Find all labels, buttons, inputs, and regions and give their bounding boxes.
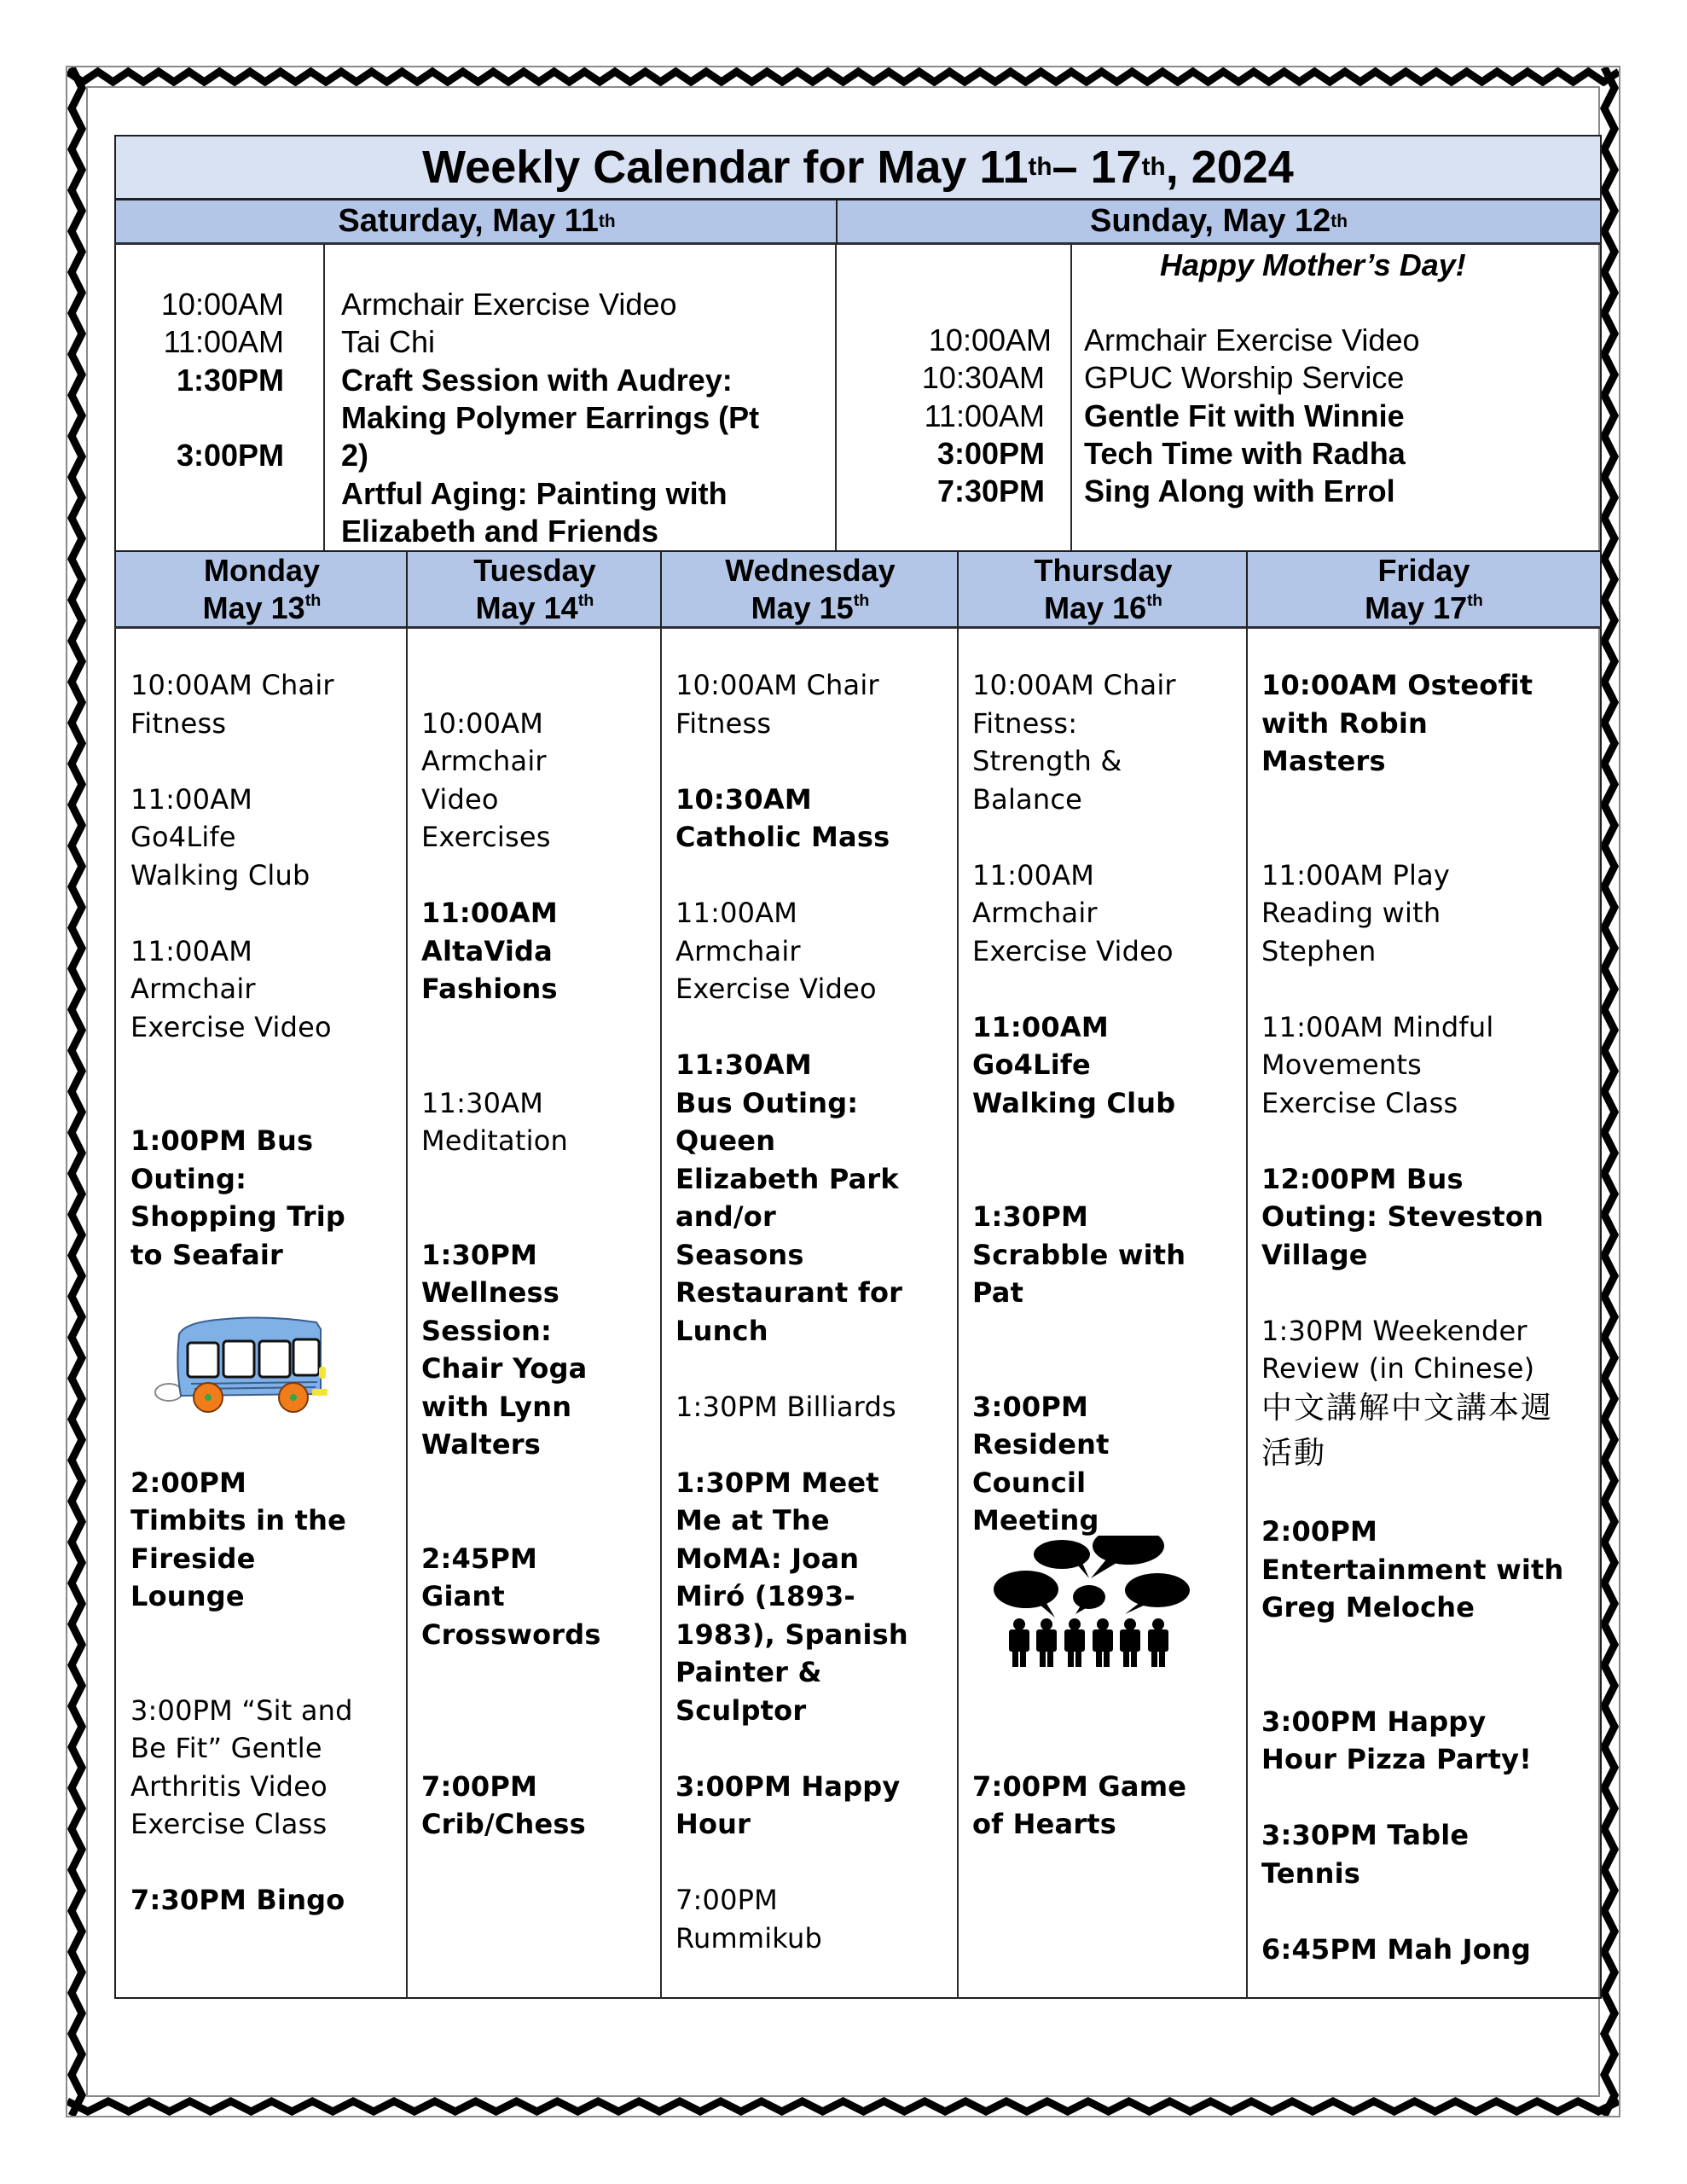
wednesday-event-line: Exercise Video (675, 973, 877, 1005)
friday-header (1246, 550, 1602, 629)
friday-event-line: Tennis (1261, 1856, 1361, 1890)
weekend-divider (835, 244, 837, 551)
friday-event-line: 中文講解中文講本週 (1261, 1390, 1554, 1426)
bus-illustration-icon (150, 1309, 331, 1413)
wednesday-header-date-wrap (751, 590, 870, 627)
monday-event-line: Walking Club (130, 858, 310, 892)
tuesday-header-date: May 14 (475, 590, 578, 625)
friday-header-date-wrap (1365, 590, 1483, 627)
friday-event-line: Entertainment with (1261, 1553, 1564, 1586)
monday-event-line: Timbits in the (130, 1504, 346, 1536)
friday-event-line: 6:45PM Mah Jong (1261, 1932, 1531, 1966)
monday-event-line: Fireside (130, 1542, 256, 1575)
friday-event-line: Masters (1261, 745, 1386, 777)
tuesday-event-line: Exercises (421, 821, 551, 853)
column-divider (1246, 628, 1248, 1999)
monday-event-line: 1:00PM Bus (130, 1124, 314, 1157)
monday-event-line: Arthritis Video (130, 1769, 328, 1803)
monday-event-line: 11:00AM (130, 934, 253, 967)
tuesday-header-date-wrap (476, 590, 594, 627)
tuesday-header-day: Tuesday (473, 552, 596, 588)
sunday-event: GPUC Worship Service (1084, 360, 1405, 395)
wednesday-event-line: Sculptor (675, 1693, 807, 1727)
tuesday-event-line: 1:30PM (421, 1238, 538, 1271)
wednesday-event-line: Bus Outing: (675, 1086, 859, 1119)
tuesday-header-sup: th (577, 590, 594, 610)
thursday-event-line: Pat (972, 1276, 1024, 1309)
wednesday-event-line: 11:00AM (675, 897, 798, 929)
tuesday-event-line: Wellness (421, 1276, 559, 1309)
tuesday-event-line: Chair Yoga (421, 1352, 588, 1385)
column-divider (406, 628, 408, 1999)
tuesday-event-line: Session: (421, 1314, 552, 1347)
friday-event-line: Exercise Class (1261, 1086, 1458, 1119)
wednesday-event-line: Hour (675, 1808, 751, 1840)
friday-header-date: May 17 (1365, 590, 1468, 625)
saturday-event: Tai Chi (341, 324, 436, 359)
thursday-event-line: Walking Club (972, 1086, 1176, 1119)
tuesday-event-line: Meditation (421, 1124, 568, 1157)
sunday-time-divider (1070, 244, 1072, 551)
friday-header-day: Friday (1377, 552, 1470, 588)
friday-header-sup: th (1467, 590, 1483, 610)
page-title: Weekly Calendar for May 11 th – 17 th , 2024 (114, 135, 1602, 200)
tuesday-event-line: Giant (421, 1580, 505, 1612)
sunday-header-label: Sunday, May 12 (1089, 203, 1331, 239)
zigzag-border-top (67, 67, 1619, 86)
thursday-header-day: Thursday (1034, 552, 1173, 588)
saturday-event: Elizabeth and Friends (341, 514, 659, 549)
monday-event-line: Exercise Video (130, 1010, 332, 1043)
wednesday-event-line: 1:30PM Billiards (675, 1390, 896, 1423)
wednesday-event-line: Catholic Mass (675, 821, 890, 853)
thursday-header-date-wrap (1044, 590, 1162, 627)
monday-header (114, 550, 408, 629)
thursday-event-line: Council (972, 1466, 1087, 1499)
friday-event-line: 11:00AM Play (1261, 858, 1451, 892)
wednesday-event-line: Restaurant for (675, 1276, 903, 1309)
monday-event-line: 3:00PM “Sit and (130, 1693, 353, 1727)
wednesday-event-line: Me at The (675, 1504, 830, 1536)
saturday-event: 2) (341, 438, 369, 473)
saturday-time: 1:30PM (176, 363, 284, 398)
wednesday-header (660, 550, 959, 629)
friday-event-line: 12:00PM Bus (1261, 1162, 1464, 1195)
wednesday-event-line: Queen (675, 1124, 776, 1157)
wednesday-event-line: 10:30AM (675, 782, 812, 816)
monday-header-sup: th (304, 590, 322, 610)
sunday-time: 11:00AM (924, 398, 1045, 433)
wednesday-event-line: 7:00PM (675, 1884, 778, 1916)
tuesday-event-line: Video (421, 782, 499, 816)
saturday-event: Craft Session with Audrey: (341, 363, 733, 398)
wednesday-event-line: 11:30AM (675, 1048, 812, 1081)
friday-event-line: 1:30PM Weekender (1261, 1314, 1528, 1347)
zigzag-border-bottom (67, 2097, 1619, 2116)
saturday-header-label: Saturday, May 11 (338, 203, 599, 239)
tuesday-event-line: with Lynn (421, 1390, 572, 1423)
thursday-event-line: of Hearts (972, 1808, 1117, 1840)
wednesday-event-line: 3:00PM Happy (675, 1769, 901, 1803)
friday-event-line: 3:30PM Table (1261, 1819, 1470, 1852)
thursday-event-line: Go4Life (972, 1048, 1091, 1081)
friday-event-line: with Robin (1261, 706, 1429, 740)
sunday-time: 10:00AM (928, 322, 1052, 357)
tuesday-event-line: 11:00AM (421, 897, 558, 929)
friday-event-line: Hour Pizza Party! (1261, 1743, 1532, 1776)
wednesday-event-line: MoMA: Joan (675, 1542, 860, 1575)
friday-event-line: Reading with (1261, 897, 1441, 929)
sunday-time: 3:00PM (936, 436, 1045, 471)
saturday-time: 3:00PM (176, 438, 284, 473)
thursday-event-line: 7:00PM Game (972, 1769, 1187, 1803)
wednesday-event-line: Elizabeth Park (675, 1162, 899, 1195)
monday-event-line: Be Fit” Gentle (130, 1732, 322, 1764)
friday-event-line: Outing: Steveston (1261, 1200, 1544, 1233)
thursday-event-line: 1:30PM (972, 1200, 1089, 1233)
tuesday-header (406, 550, 662, 629)
saturday-time-divider (323, 244, 325, 551)
monday-event-line: Lounge (130, 1580, 245, 1612)
sunday-time: 10:30AM (921, 360, 1045, 395)
sunday-event: Tech Time with Radha (1084, 436, 1406, 471)
wednesday-event-line: Lunch (675, 1314, 768, 1347)
monday-event-line: 7:30PM Bingo (130, 1884, 345, 1916)
monday-event-line: to Seafair (130, 1238, 284, 1271)
friday-event-line: Greg Meloche (1261, 1591, 1475, 1624)
title-prefix: Weekly Calendar for May 11 (422, 142, 1029, 193)
thursday-event-line: Strength & (972, 745, 1122, 777)
monday-event-line: 2:00PM (130, 1466, 247, 1499)
tuesday-event-line: 11:30AM (421, 1086, 544, 1119)
monday-header-date: May 13 (202, 590, 305, 625)
friday-event-line: Review (in Chinese) (1261, 1352, 1535, 1385)
monday-event-line: Go4Life (130, 821, 236, 853)
column-divider (957, 628, 959, 1999)
title-middle: – 17 (1052, 142, 1142, 193)
thursday-event-line: 11:00AM (972, 1010, 1109, 1043)
thursday-header-sup: th (1146, 590, 1162, 610)
thursday-event-line: 3:00PM (972, 1390, 1089, 1423)
thursday-event-line: Scrabble with (972, 1238, 1186, 1271)
monday-event-line: 10:00AM Chair (130, 669, 334, 701)
friday-event-line: 10:00AM Osteofit (1261, 669, 1533, 701)
tuesday-event-line: Walters (421, 1428, 541, 1461)
friday-event-line: 活動 (1261, 1436, 1327, 1472)
tuesday-event-line: Crosswords (421, 1618, 601, 1651)
wednesday-event-line: Fitness (675, 706, 772, 740)
sunday-event: Armchair Exercise Video (1084, 322, 1420, 357)
wednesday-event-line: Armchair (675, 934, 801, 967)
saturday-event: Artful Aging: Painting with (341, 476, 728, 511)
tuesday-event-line: 10:00AM (421, 706, 544, 740)
thursday-event-line: Fitness: (972, 706, 1078, 740)
wednesday-event-line: Miró (1893- (675, 1580, 855, 1612)
friday-event-line: 2:00PM (1261, 1515, 1378, 1548)
thursday-event-line: Armchair (972, 897, 1098, 929)
tuesday-event-line: 2:45PM (421, 1542, 538, 1575)
tuesday-event-line: 7:00PM (421, 1769, 538, 1803)
friday-event-line: Village (1261, 1238, 1368, 1271)
thursday-event-line: Balance (972, 782, 1083, 816)
monday-event-line: Outing: (130, 1162, 247, 1195)
wednesday-event-line: 10:00AM Chair (675, 669, 879, 701)
thursday-event-line: Resident (972, 1428, 1110, 1461)
thursday-header-date: May 16 (1044, 590, 1147, 625)
thursday-event-line: 11:00AM (972, 858, 1095, 892)
friday-event-line: 11:00AM Mindful (1261, 1010, 1494, 1043)
wednesday-event-line: Painter & (675, 1656, 822, 1688)
zigzag-border-right (1600, 67, 1619, 2116)
mothers-day-note: Happy Mother’s Day! (1160, 247, 1466, 282)
tuesday-event-line: Crib/Chess (421, 1808, 586, 1840)
saturday-time: 11:00AM (163, 324, 284, 359)
saturday-header: Saturday, May 11 th (114, 199, 838, 245)
monday-header-day: Monday (203, 552, 320, 588)
group-discussion-icon (992, 1536, 1197, 1681)
thursday-header (957, 550, 1248, 629)
sunday-header: Sunday, May 12 th (836, 199, 1602, 245)
wednesday-event-line: Rummikub (675, 1921, 823, 1955)
wednesday-event-line: Seasons (675, 1238, 804, 1271)
monday-event-line: Fitness (130, 706, 227, 740)
column-divider (660, 628, 662, 1999)
friday-event-line: Movements (1261, 1048, 1422, 1081)
monday-event-line: 11:00AM (130, 782, 253, 816)
title-suffix: , 2024 (1165, 142, 1294, 193)
wednesday-event-line: 1983), Spanish (675, 1618, 908, 1651)
wednesday-event-line: and/or (675, 1200, 776, 1233)
wednesday-event-line: 1:30PM Meet (675, 1466, 879, 1499)
saturday-time: 10:00AM (160, 287, 284, 322)
monday-header-date-wrap (203, 590, 322, 627)
friday-event-line: Stephen (1261, 934, 1377, 967)
monday-event-line: Shopping Trip (130, 1200, 345, 1233)
thursday-event-line: Meeting (972, 1504, 1099, 1536)
tuesday-event-line: Armchair (421, 745, 547, 777)
saturday-event: Making Polymer Earrings (Pt (341, 400, 760, 435)
sunday-event: Sing Along with Errol (1084, 473, 1395, 508)
monday-event-line: Armchair (130, 973, 256, 1005)
sunday-event: Gentle Fit with Winnie (1084, 398, 1405, 433)
thursday-event-line: Exercise Video (972, 934, 1174, 967)
tuesday-event-line: AltaVida (421, 934, 553, 967)
thursday-event-line: 10:00AM Chair (972, 669, 1176, 701)
tuesday-event-line: Fashions (421, 973, 558, 1005)
saturday-event: Armchair Exercise Video (341, 287, 677, 322)
friday-event-line: 3:00PM Happy (1261, 1705, 1487, 1738)
sunday-time: 7:30PM (936, 473, 1045, 508)
wednesday-header-date: May 15 (751, 590, 854, 625)
wednesday-header-day: Wednesday (725, 552, 896, 588)
zigzag-border-left (67, 67, 86, 2116)
monday-event-line: Exercise Class (130, 1808, 328, 1840)
wednesday-header-sup: th (853, 590, 870, 610)
